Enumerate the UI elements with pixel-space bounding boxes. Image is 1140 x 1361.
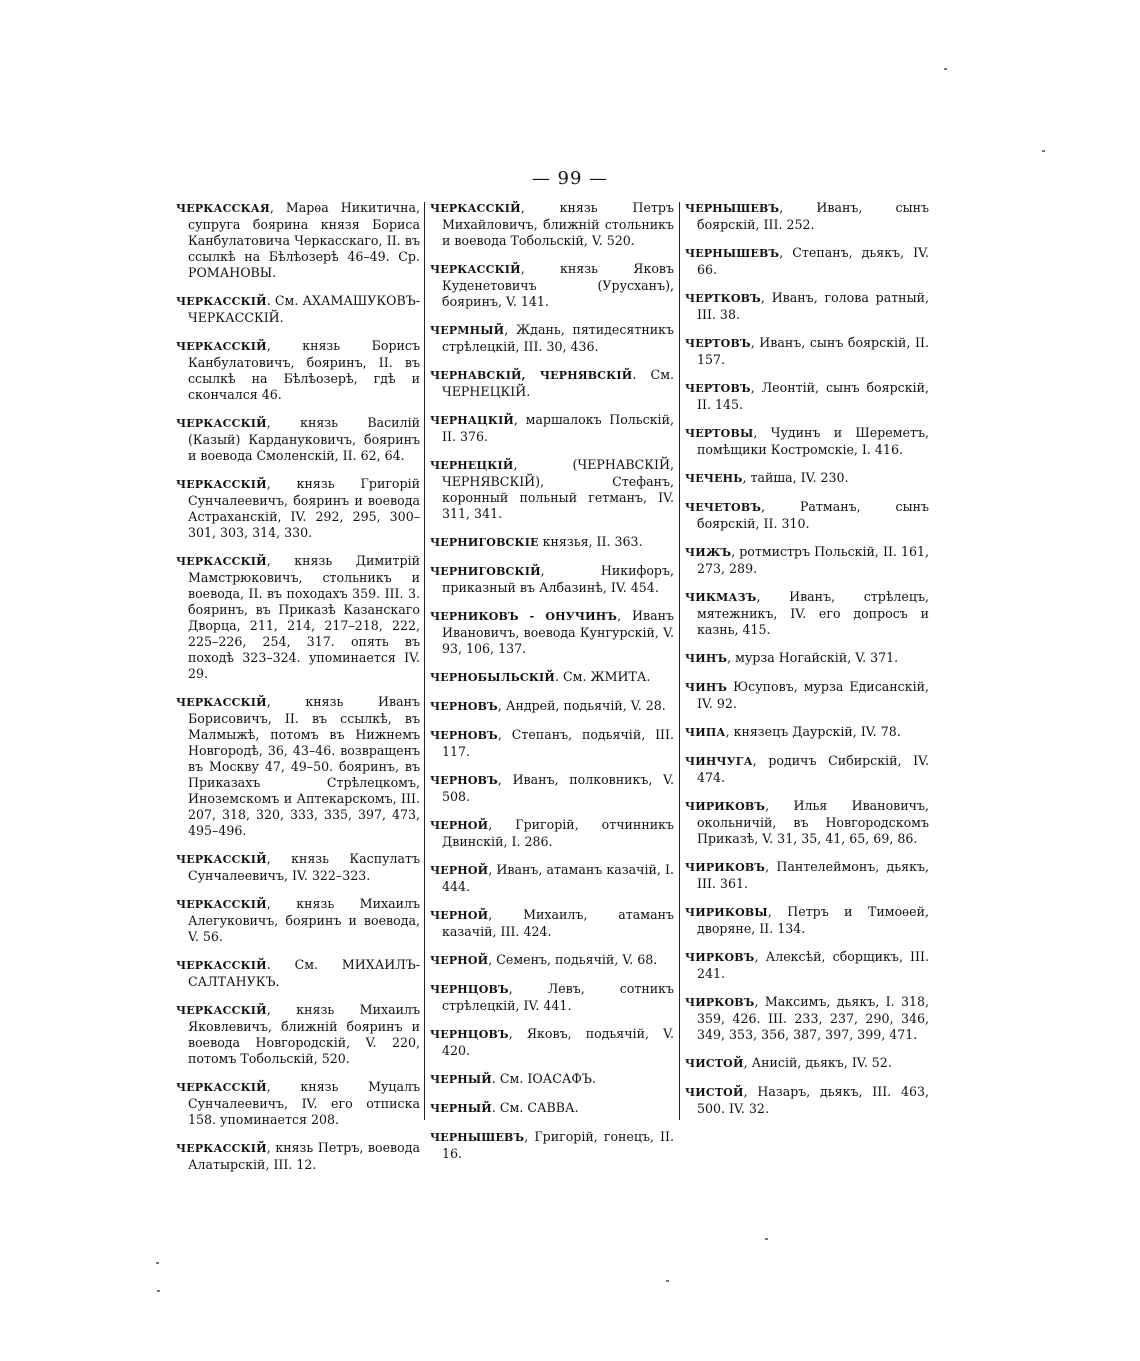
entry-text: , Иванъ, полковникъ, V. 508. xyxy=(442,772,674,804)
index-entry xyxy=(176,1140,420,1173)
entry-text: , маршалокъ Польскій, II. 376. xyxy=(442,412,674,444)
entry-text: , Иванъ, сынъ боярскій, II. 157. xyxy=(697,335,929,367)
index-entry xyxy=(430,261,674,310)
index-entry xyxy=(685,994,929,1043)
entry-text: , Чудинъ и Шереметъ, помѣщики Костромскіе, I. 416. xyxy=(697,425,929,457)
index-entry xyxy=(430,669,674,686)
index-entry xyxy=(430,862,674,895)
index-entry xyxy=(685,544,929,577)
entry-headword: ЧЕРНАЦКІЙ xyxy=(430,414,515,427)
entry-headword: ЧЕРТОВЪ xyxy=(685,382,751,395)
index-entry xyxy=(685,425,929,458)
scan-speck xyxy=(765,1238,768,1240)
entry-text: . См. ЧЕРНЕЦКІЙ. xyxy=(442,367,674,399)
index-entry xyxy=(430,1026,674,1059)
entry-text: , Пантелеймонъ, дьякъ, III. 361. xyxy=(697,859,929,891)
entry-headword: ЧЕРКАССКІЙ xyxy=(176,696,267,709)
entry-headword: ЧЕРНЫШЕВЪ xyxy=(430,1131,525,1144)
index-entry xyxy=(430,534,674,551)
entry-headword: ЧЕЧЕНЬ xyxy=(685,472,743,485)
entry-text: , князь Михаилъ Алегуковичъ, бояринъ и воевода, V. 56. xyxy=(188,896,420,944)
index-entry xyxy=(176,200,420,281)
index-column-2 xyxy=(430,200,674,1174)
entry-text: , Максимъ, дьякъ, I. 318, 359, 426. III. 233, 237, 290, 346, 349, 353, 356, 387, 397, 399, 471. xyxy=(697,994,929,1042)
entry-headword: ЧИСТОЙ xyxy=(685,1057,744,1070)
index-entry xyxy=(685,589,929,638)
entry-text: Юсуповъ, мурза Едисанскій, IV. 92. xyxy=(697,679,929,711)
column-rule xyxy=(424,202,425,1120)
index-entry xyxy=(685,724,929,741)
index-entry xyxy=(430,1100,674,1117)
entry-text: , князь Иванъ Борисовичъ, II. въ ссылкѣ, въ Малмыжѣ, потомъ въ Нижнемъ Новгородѣ, 36, 43–46. возвращенъ въ Москву 47, 49–50. бояринъ, въ Приказахъ Стрѣлецкомъ, Иноземскомъ и Аптекарскомъ, III. 207, 318, 320, 333, 335, 397, 473, 495–496. xyxy=(188,694,420,838)
entry-headword: ЧЕЧЕТОВЪ xyxy=(685,501,762,514)
index-entry xyxy=(176,1079,420,1128)
entry-headword: ЧЕРНЦОВЪ xyxy=(430,983,509,996)
scan-speck xyxy=(944,68,947,70)
index-entry xyxy=(685,470,929,487)
entry-text: , Леонтій, сынъ боярскій, II. 145. xyxy=(697,380,929,412)
index-entry xyxy=(176,851,420,884)
index-entry xyxy=(176,293,420,326)
index-entry xyxy=(176,415,420,464)
index-entry xyxy=(430,698,674,715)
index-entry xyxy=(685,200,929,233)
entry-headword: ЧЕРКАССКІЙ xyxy=(176,898,267,911)
scan-speck xyxy=(156,1262,159,1264)
entry-text: , Андрей, подьячій, V. 28. xyxy=(497,698,666,713)
entry-headword: ЧЕРКАССКІЙ xyxy=(176,1004,267,1017)
entry-headword: ЧИРКОВЪ xyxy=(685,951,755,964)
entry-headword: ЧЕРНИГОВСКІЕ xyxy=(430,536,539,549)
index-entry xyxy=(685,335,929,368)
index-entry xyxy=(685,650,929,667)
entry-text: , князь Муцалъ Сунчалеевичъ, IV. его отписка 158. упоминается 208. xyxy=(188,1079,420,1127)
index-column-1 xyxy=(176,200,420,1185)
entry-headword: ЧЕРНАВСКІЙ, ЧЕРНЯВСКІЙ xyxy=(430,369,633,382)
entry-text: , Семенъ, подьячій, V. 68. xyxy=(488,952,658,967)
index-entry xyxy=(685,380,929,413)
entry-text: . См. МИХАИЛЪ-САЛТАНУКЪ. xyxy=(188,957,420,989)
entry-text: , Анисій, дьякъ, IV. 52. xyxy=(743,1055,892,1070)
entry-headword: ЧЕРНОЙ xyxy=(430,864,489,877)
entry-headword: ЧИРКОВЪ xyxy=(685,996,755,1009)
entry-headword: ЧЕРКАССКІЙ xyxy=(176,853,267,866)
index-entry xyxy=(176,694,420,839)
entry-text: , (ЧЕРНАВСКІЙ, ЧЕРНЯВСКІЙ), Стефанъ, коронный польный гетманъ, IV. 311, 341. xyxy=(442,457,674,521)
index-entry xyxy=(685,949,929,982)
entry-headword: ЧИРИКОВЫ xyxy=(685,906,768,919)
index-entry xyxy=(430,412,674,445)
entry-headword: ЧЕРКАССКІЙ xyxy=(430,263,521,276)
entry-text: , Степанъ, подьячій, III. 117. xyxy=(442,727,674,759)
entry-headword: ЧЕРКАССКАЯ xyxy=(176,202,270,215)
entry-headword: ЧЕРНЫЙ xyxy=(430,1102,492,1115)
entry-text: , Степанъ, дьякъ, IV. 66. xyxy=(697,245,929,277)
index-entry xyxy=(430,817,674,850)
entry-headword: ЧЕРКАССКІЙ xyxy=(176,555,267,568)
index-entry xyxy=(430,1071,674,1088)
entry-headword: ЧЕРНЫШЕВЪ xyxy=(685,247,780,260)
entry-text: , тайша, IV. 230. xyxy=(742,470,849,485)
entry-text: , князь Петръ Михайловичъ, ближній стольникъ и воевода Тобольскій, V. 520. xyxy=(442,200,674,248)
entry-headword: ЧЕРТОВЫ xyxy=(685,427,754,440)
entry-text: , Назаръ, дьякъ, III. 463, 500. IV. 32. xyxy=(697,1084,929,1116)
entry-headword: ЧЕРНОЙ xyxy=(430,819,489,832)
index-entry xyxy=(176,338,420,403)
entry-headword: ЧИНЪ xyxy=(685,681,728,694)
entry-text: , князь Димитрій Мамстрюковичъ, стольникъ и воевода, II. въ походахъ 359. III. 3. бояринъ, въ Приказѣ Казанскаго Дворца, 211, 214, 217–218, 222, 225–226, 254, 317. опять въ походѣ 323–324. упоминается IV. 29. xyxy=(188,553,420,681)
entry-headword: ЧИРИКОВЪ xyxy=(685,800,766,813)
entry-headword: ЧЕРКАССКІЙ xyxy=(176,295,267,308)
entry-text: , Иванъ, голова ратный, III. 38. xyxy=(697,290,929,322)
index-entry xyxy=(430,367,674,400)
entry-headword: ЧЕРНОВЪ xyxy=(430,729,498,742)
page-number: — 99 — xyxy=(531,168,609,189)
index-entry xyxy=(430,563,674,596)
entry-text: , Петръ и Тимоѳей, дворяне, II. 134. xyxy=(697,904,929,936)
entry-text: , Ждань, пятидесятникъ стрѣлецкій, III. 30, 436. xyxy=(442,322,674,354)
entry-headword: ЧЕРНИКОВЪ - ОНУЧИНЪ xyxy=(430,610,618,623)
entry-headword: ЧИПА xyxy=(685,726,726,739)
index-entry xyxy=(430,1129,674,1162)
entry-text: , Алексѣй, сборщикъ, III. 241. xyxy=(697,949,929,981)
entry-text: , Григорій, гонецъ, II. 16. xyxy=(442,1129,674,1161)
entry-headword: ЧЕРКАССКІЙ xyxy=(176,478,267,491)
entry-text: . См. ЖМИТА. xyxy=(555,669,651,684)
index-entry xyxy=(430,322,674,355)
entry-headword: ЧЕРНИГОВСКІЙ xyxy=(430,565,541,578)
entry-text: , мурза Ногайскій, V. 371. xyxy=(727,650,899,665)
index-entry xyxy=(176,1002,420,1067)
entry-headword: ЧИНЪ xyxy=(685,652,728,665)
scan-speck xyxy=(1042,150,1045,152)
entry-text: , князецъ Даурскій, IV. 78. xyxy=(725,724,901,739)
index-entry xyxy=(685,1055,929,1072)
entry-text: , Иванъ Ивановичъ, воевода Кунгурскій, V. 93, 106, 137. xyxy=(442,608,674,656)
index-entry xyxy=(430,952,674,969)
entry-headword: ЧЕРНЫЙ xyxy=(430,1073,492,1086)
entry-headword: ЧИНЧУГА xyxy=(685,755,753,768)
entry-text: , князь Каспулатъ Сунчалеевичъ, IV. 322–323. xyxy=(188,851,420,883)
entry-headword: ЧЕРКАССКІЙ xyxy=(430,202,521,215)
entry-headword: ЧЕРНОВЪ xyxy=(430,774,498,787)
entry-headword: ЧЕРТКОВЪ xyxy=(685,292,761,305)
entry-headword: ЧИРИКОВЪ xyxy=(685,861,766,874)
index-entry xyxy=(685,798,929,847)
entry-text: , князь Василій (Казый) Кардануковичъ, бояринъ и воевода Смоленскій, II. 62, 64. xyxy=(188,415,420,463)
entry-headword: ЧЕРНОВЪ xyxy=(430,700,498,713)
entry-headword: ЧЕРКАССКІЙ xyxy=(176,340,267,353)
index-entry xyxy=(685,245,929,278)
index-entry xyxy=(430,907,674,940)
entry-headword: ЧЕРТОВЪ xyxy=(685,337,751,350)
index-entry xyxy=(430,772,674,805)
entry-text: , Михаилъ, атаманъ казачій, III. 424. xyxy=(442,907,674,939)
entry-text: , родичъ Сибирскій, IV. 474. xyxy=(697,753,929,785)
entry-text: , Левъ, сотникъ стрѣлецкій, IV. 441. xyxy=(442,981,674,1013)
index-entry xyxy=(430,727,674,760)
entry-text: , князь Петръ, воевода Алатырскій, III. 12. xyxy=(188,1140,420,1172)
index-entry xyxy=(430,200,674,249)
scan-speck xyxy=(157,1290,160,1292)
entry-text: . См. САВВА. xyxy=(491,1100,579,1115)
index-entry xyxy=(176,896,420,945)
index-entry xyxy=(430,457,674,522)
entry-text: , Марѳа Никитична, супруга боярина князя Бориса Канбулатовича Черкасскаго, II. въ ссылкѣ на Бѣлѣозерѣ 46–49. Ср. РОМАНОВЫ. xyxy=(188,200,420,280)
index-entry xyxy=(685,679,929,712)
entry-text: , ротмистръ Польскій, II. 161, 273, 289. xyxy=(697,544,929,576)
entry-text: , Иванъ, атаманъ казачій, I. 444. xyxy=(442,862,674,894)
entry-text: , князь Михаилъ Яковлевичъ, ближній бояринъ и воевода Новгородскій, V. 220, потомъ Тобольскій, 520. xyxy=(188,1002,420,1066)
entry-text: , Никифоръ, приказный въ Албазинѣ, IV. 454. xyxy=(442,563,674,595)
index-entry xyxy=(685,859,929,892)
entry-text: , Иванъ, сынъ боярскій, III. 252. xyxy=(697,200,929,232)
entry-text: князья, II. 363. xyxy=(538,534,643,549)
index-entry xyxy=(430,981,674,1014)
entry-headword: ЧЕРКАССКІЙ xyxy=(176,1081,267,1094)
entry-headword: ЧЕРНОБЫЛЬСКІЙ xyxy=(430,671,555,684)
index-entry xyxy=(685,290,929,323)
entry-text: , князь Григорій Сунчалеевичъ, бояринъ и воевода Астраханскій, IV. 292, 295, 300–301, 303, 314, 330. xyxy=(188,476,420,540)
entry-text: , Яковъ, подьячій, V. 420. xyxy=(442,1026,674,1058)
entry-text: , князь Яковъ Куденетовичъ (Урусханъ), бояринъ, V. 141. xyxy=(442,261,674,309)
index-entry xyxy=(685,1084,929,1117)
index-column-3 xyxy=(685,200,929,1129)
entry-headword: ЧИСТОЙ xyxy=(685,1086,744,1099)
entry-text: , князь Борисъ Канбулатовичъ, бояринъ, II. въ ссылкѣ на Бѣлѣозерѣ, гдѣ и скончался 46. xyxy=(188,338,420,402)
index-entry xyxy=(685,753,929,786)
index-entry xyxy=(685,499,929,532)
index-entry xyxy=(430,608,674,657)
entry-text: . См. ІОАСАФЪ. xyxy=(491,1071,596,1086)
scan-speck xyxy=(666,1280,669,1282)
entry-headword: ЧЕРКАССКІЙ xyxy=(176,959,267,972)
index-entry xyxy=(176,476,420,541)
entry-headword: ЧЕРМНЫЙ xyxy=(430,324,505,337)
index-entry xyxy=(176,553,420,682)
entry-headword: ЧИКМАЗЪ xyxy=(685,591,757,604)
entry-headword: ЧЕРНОЙ xyxy=(430,909,489,922)
index-entry xyxy=(176,957,420,990)
entry-headword: ЧЕРНЦОВЪ xyxy=(430,1028,509,1041)
entry-text: , Илья Ивановичъ, окольничій, въ Новгородскомъ Приказѣ, V. 31, 35, 41, 65, 69, 86. xyxy=(697,798,929,846)
entry-headword: ЧЕРНОЙ xyxy=(430,954,489,967)
entry-text: . См. АХАМАШУКОВЪ-ЧЕРКАССКІЙ. xyxy=(188,293,420,325)
entry-headword: ЧИЖЪ xyxy=(685,546,732,559)
index-entry xyxy=(685,904,929,937)
entry-text: , Григорій, отчинникъ Двинскій, I. 286. xyxy=(442,817,674,849)
entry-text: , Иванъ, стрѣлецъ, мятежникъ, IV. его допросъ и казнь, 415. xyxy=(697,589,929,637)
entry-headword: ЧЕРНЕЦКІЙ xyxy=(430,459,514,472)
entry-headword: ЧЕРКАССКІЙ xyxy=(176,417,267,430)
entry-headword: ЧЕРНЫШЕВЪ xyxy=(685,202,780,215)
entry-text: , Ратманъ, сынъ боярскій, II. 310. xyxy=(697,499,929,531)
column-rule xyxy=(679,202,680,1120)
entry-headword: ЧЕРКАССКІЙ xyxy=(176,1142,267,1155)
